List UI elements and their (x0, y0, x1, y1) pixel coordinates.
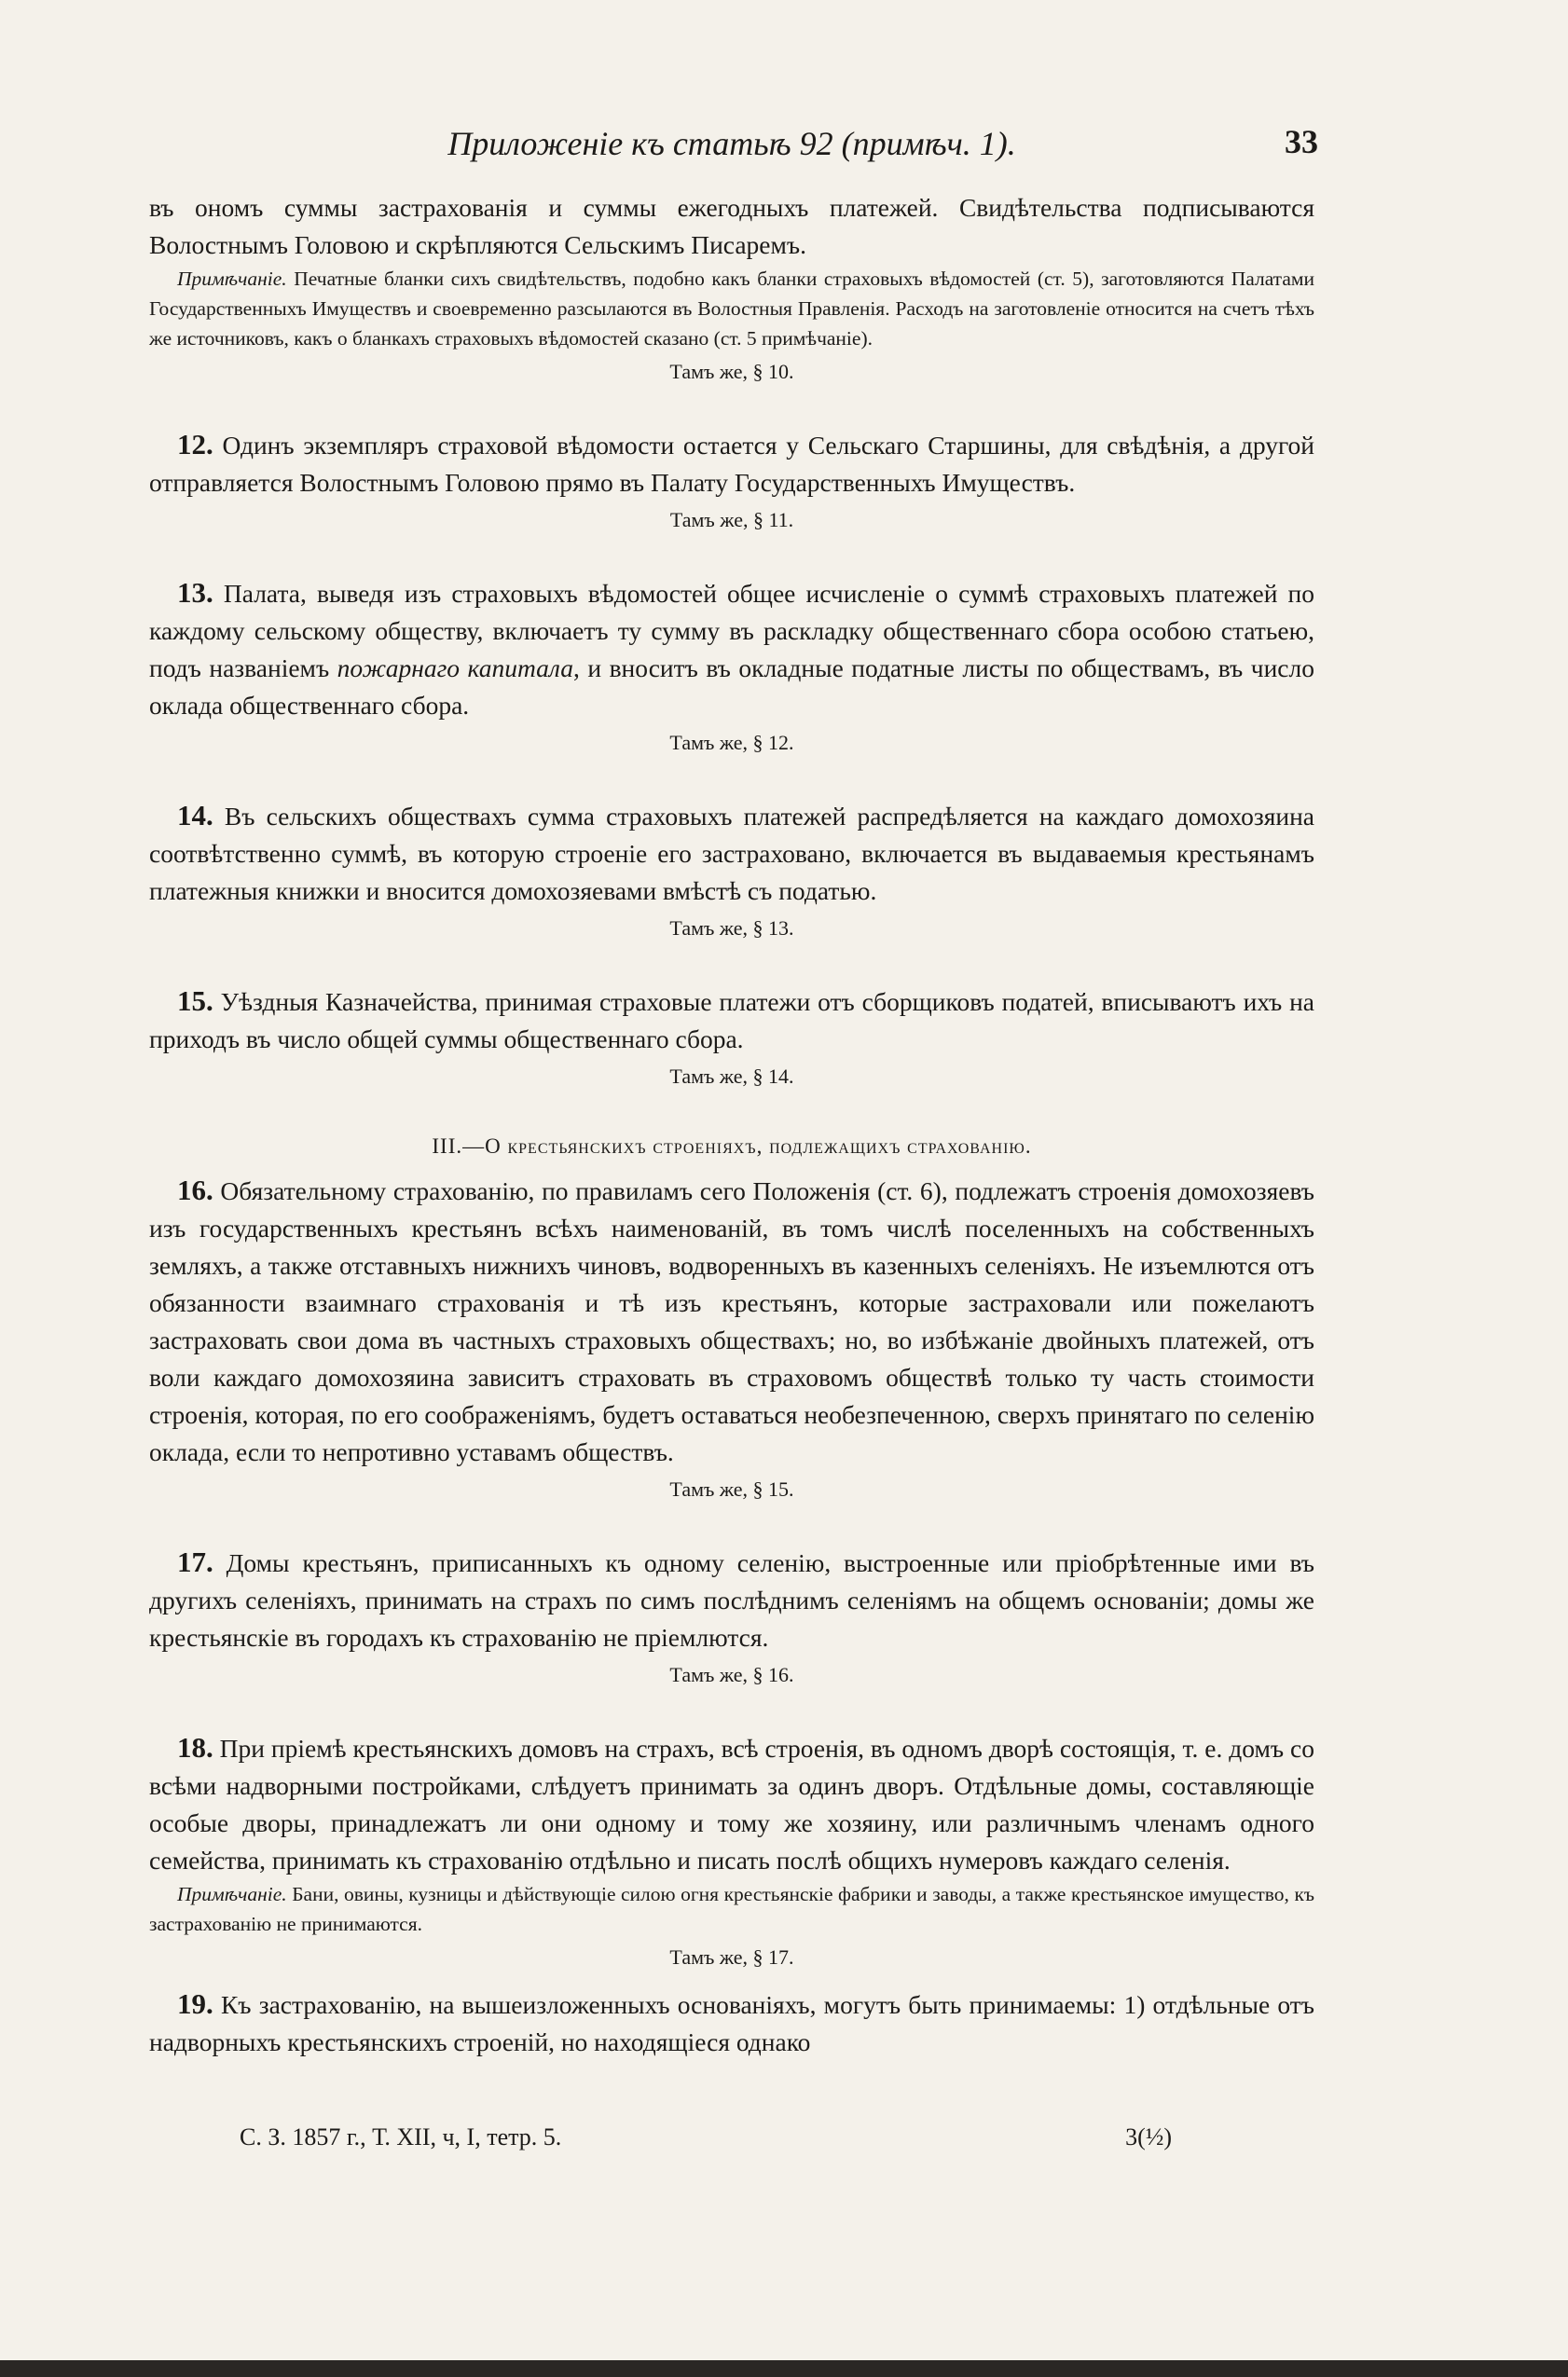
article-number: 13. (177, 576, 213, 609)
footer-citation: С. З. 1857 г., Т. XII, ч, I, тетр. 5. (240, 2123, 562, 2150)
note-text: Бани, овины, кузницы и дѣйствующiе силою огня крестьянскiе фабрики и заводы, а также крестьянское имущество, къ застрахованiю не принимаются. (149, 1883, 1315, 1935)
article-15 (149, 982, 1314, 1092)
article-19 (149, 1985, 1314, 2061)
article-text: Домы крестьянъ, приписанныхъ къ одному селенiю, выстроенные или прiобрѣтенные ими въ другихъ селенiяхъ, принимать на страхъ по симъ послѣднимъ селенiямъ на общемъ основанiи; домы же крестьянскiе въ городахъ къ страхованiю не прiемлются. (149, 1548, 1315, 1652)
article-text: Уѣздныя Казначейства, принимая страховые платежи отъ сборщиковъ податей, вписываютъ ихъ на приходъ въ число общей суммы общественнаго сбора. (149, 987, 1314, 1053)
article-number: 12. (177, 428, 213, 460)
article-number: 18. (177, 1731, 213, 1764)
article-17 (149, 1544, 1314, 1690)
reference: Тамъ же, § 12. (669, 731, 794, 754)
article-number: 14. (177, 799, 213, 831)
intro-paragraph: въ ономъ суммы застрахованiя и суммы ежегодныхъ платежей. Свидѣтельства подписываются Волостнымъ Головою и скрѣпляются Сельскимъ Писаремъ. (149, 193, 1314, 259)
article-note (149, 1879, 1314, 1939)
reference: Тамъ же, § 16. (669, 1663, 794, 1686)
article-text: Палата, выведя изъ страховыхъ вѣдомостей общее исчисленiе о суммѣ страховыхъ платежей по каждому сельскому обществу, включаетъ ту сумму въ раскладку общественнаго сбора особою статьею, подъ названiемъ (149, 579, 1315, 682)
note-text: Печатные бланки сихъ свидѣтельствъ, подобно какъ бланки страховыхъ вѣдомостей (ст. 5), заготовляются Палатами Государственныхъ Имуществъ и своевременно разсылаются въ Волостныя Правленiя. Расходъ на заготовленiе относится на счетъ тѣхъ же источниковъ, какъ о бланкахъ страховыхъ вѣдомостей сказано (ст. 5 примѣчанiе). (149, 268, 1314, 350)
note-label: Примѣчанiе. (177, 268, 287, 290)
article-number: 15. (177, 984, 213, 1017)
article-text-cont: , и вноситъ въ окладные податные листы по обществамъ, въ число оклада общественнаго сбора. (149, 653, 1314, 720)
article-16 (149, 1172, 1314, 1505)
article-number: 16. (177, 1174, 213, 1206)
article-18 (149, 1729, 1314, 1972)
scan-edge (0, 2360, 1568, 2377)
reference: Тамъ же, § 14. (669, 1065, 794, 1088)
reference: Тамъ же, § 13. (669, 916, 794, 940)
article-12 (149, 426, 1314, 535)
page-footer (240, 2123, 1172, 2161)
intro-note (149, 264, 1314, 353)
footer-signature: 3(½) (1125, 2123, 1172, 2150)
page-header (149, 117, 1318, 172)
article-text: Одинъ экземпляръ страховой вѣдомости остается у Сельскаго Старшины, для свѣдѣнiя, а другой отправляется Волостнымъ Головою прямо въ Палату Государственныхъ Имуществъ. (149, 431, 1315, 497)
note-label: Примѣчанiе. (177, 1883, 287, 1905)
article-emphasis: пожарнаго капитала (337, 653, 573, 682)
section-heading: III.—О крестьянскихъ строенiяхъ, подлежащихъ страхованiю. (432, 1134, 1032, 1158)
article-text: Обязательному страхованiю, по правиламъ сего Положенiя (ст. 6), подлежатъ строенiя домохозяевъ изъ государственныхъ крестьянъ всѣхъ наименованiй, въ томъ числѣ поселенныхъ на собственныхъ земляхъ, а также отставныхъ нижнихъ чиновъ, водворенныхъ въ казенныхъ селенiяхъ. Не изъемлются отъ обязанности взаимнаго страхованiя и тѣ изъ крестьянъ, которые застраховали или пожелаютъ застраховать свои дома въ частныхъ страховыхъ обществахъ; но, во избѣжанiе двойныхъ платежей, отъ воли каждаго домохозяина зависитъ страховать въ страховомъ обществѣ только ту часть стоимости строенiя, которая, по его соображенiямъ, будетъ оставаться необезпеченною, сверхъ принятаго по селенiю оклада, если то непротивно уставамъ обществъ. (149, 1176, 1315, 1466)
document-page (149, 117, 1318, 2061)
reference: Тамъ же, § 15. (669, 1477, 794, 1501)
reference: Тамъ же, § 11. (669, 508, 794, 531)
article-13 (149, 574, 1314, 758)
article-14 (149, 797, 1314, 943)
running-title: Приложенiе къ статьѣ 92 (примѣч. 1). (447, 125, 1016, 162)
page-number: 33 (1285, 123, 1318, 160)
reference: Тамъ же, § 17. (669, 1945, 794, 1969)
article-number: 19. (177, 1987, 213, 2020)
article-text: При прiемѣ крестьянскихъ домовъ на страхъ, всѣ строенiя, въ одномъ дворѣ состоящiя, т. е. домъ со всѣми надворными постройками, слѣдуетъ принимать за одинъ дворъ. Отдѣльные домы, составляющiе особые дворы, принадлежатъ ли они одному и тому же хозяину, или различнымъ членамъ одного семейства, принимать къ страхованiю отдѣльно и писать послѣ общихъ нумеровъ каждаго селенiя. (149, 1734, 1314, 1875)
reference: Тамъ же, § 10. (669, 360, 794, 383)
article-text: Въ сельскихъ обществахъ сумма страховыхъ платежей распредѣляется на каждаго домохозяина соотвѣтственно суммѣ, въ которую строенiе его застраховано, включается въ выдаваемыя крестьянамъ платежныя книжки и вносится домохозяевами вмѣстѣ съ податью. (149, 802, 1314, 905)
article-text: Къ застрахованiю, на вышеизложенныхъ основанiяхъ, могутъ быть принимаемы: 1) отдѣльные отъ надворныхъ крестьянскихъ строенiй, но находящiеся однако (149, 1990, 1315, 2056)
article-number: 17. (177, 1546, 213, 1578)
